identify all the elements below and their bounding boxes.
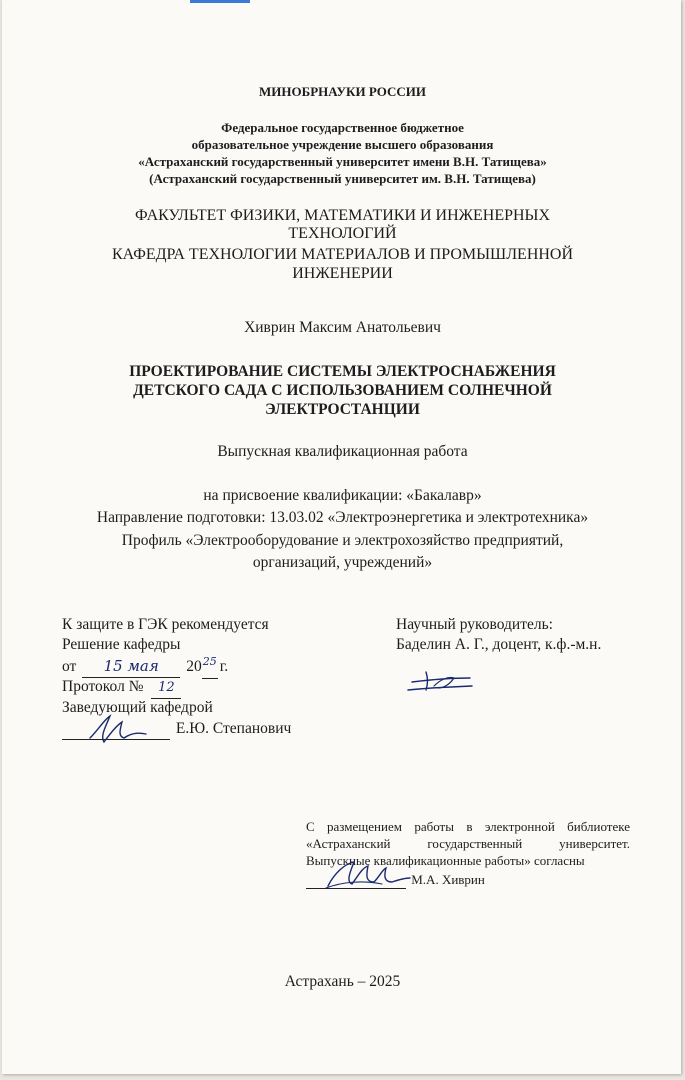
author-name: Хиврин Максим Анатольевич	[244, 319, 441, 336]
institution-line-2: образовательное учреждение высшего образования	[191, 137, 494, 152]
date-prefix: от	[62, 658, 77, 675]
institution-line-4: (Астраханский государственный университет им. В.Н. Татищева)	[149, 171, 536, 186]
library-line-3: Выпускные квалификационные работы» согласны	[306, 853, 585, 868]
protocol-handwritten	[151, 677, 181, 699]
date-handwritten	[82, 656, 180, 678]
supervisor-name: Баделин А. Г., доцент, к.ф.-м.н.	[396, 636, 602, 653]
author-signature	[322, 858, 412, 892]
title-line-2: ДЕТСКОГО САДА С ИСПОЛЬЗОВАНИЕМ СОЛНЕЧНОЙ	[133, 382, 552, 399]
qualification-line: на присвоение квалификации: «Бакалавр»	[203, 487, 482, 504]
title-line-3: ЭЛЕКТРОСТАНЦИИ	[265, 401, 420, 418]
profile-line-1: Профиль «Электрооборудование и электрохозяйство предприятий,	[121, 532, 564, 549]
library-line-2: «Астраханский государственный университет.	[306, 836, 630, 851]
defense-recommend: К защите в ГЭК рекомендуется	[62, 616, 269, 633]
faculty-line-1: ФАКУЛЬТЕТ ФИЗИКИ, МАТЕМАТИКИ И ИНЖЕНЕРНЫХ	[134, 207, 551, 224]
work-type: Выпускная квалификационная работа	[217, 443, 468, 460]
head-name: Е.Ю. Степанович	[175, 720, 292, 737]
scan-edge-bar	[190, 0, 250, 3]
year-prefix: 20	[186, 658, 202, 675]
institution-line-1: Федеральное государственное бюджетное	[221, 120, 464, 135]
protocol-number: 12	[158, 680, 175, 695]
defense-date-line	[62, 656, 228, 679]
defense-decision: Решение кафедры	[62, 636, 181, 653]
department-line-1: КАФЕДРА ТЕХНОЛОГИИ МАТЕРИАЛОВ И ПРОМЫШЛЕННОЙ	[111, 246, 574, 263]
title-line-1: ПРОЕКТИРОВАНИЕ СИСТЕМЫ ЭЛЕКТРОСНАБЖЕНИЯ	[129, 363, 556, 380]
protocol-label: Протокол №	[62, 678, 144, 695]
direction-line: Направление подготовки: 13.03.02 «Электроэнергетика и электротехника»	[96, 509, 589, 526]
institution-line-3: «Астраханский государственный университет имени В.Н. Татищева»	[138, 154, 547, 169]
supervisor-signature	[404, 668, 476, 698]
library-line-1: С размещением работы в электронной библиотеке	[306, 819, 630, 834]
year-suffix: 25	[202, 655, 217, 668]
faculty-line-2: ТЕХНОЛОГИЙ	[288, 225, 397, 242]
head-label: Заведующий кафедрой	[62, 699, 213, 716]
ministry-line: МИНОБРНАУКИ РОССИИ	[259, 84, 426, 99]
supervisor-label: Научный руководитель:	[396, 616, 553, 633]
year-handwritten	[202, 657, 218, 679]
head-signature	[84, 712, 154, 748]
library-signer: М.А. Хиврин	[411, 872, 485, 887]
protocol-line	[62, 677, 181, 699]
footer-city-year: Астрахань – 2025	[284, 973, 401, 990]
profile-line-2: организаций, учреждений»	[252, 554, 433, 571]
year-end: г.	[219, 658, 229, 675]
date-day-month: 15 мая	[103, 657, 159, 675]
department-line-2: ИНЖЕНЕРИИ	[292, 265, 393, 282]
